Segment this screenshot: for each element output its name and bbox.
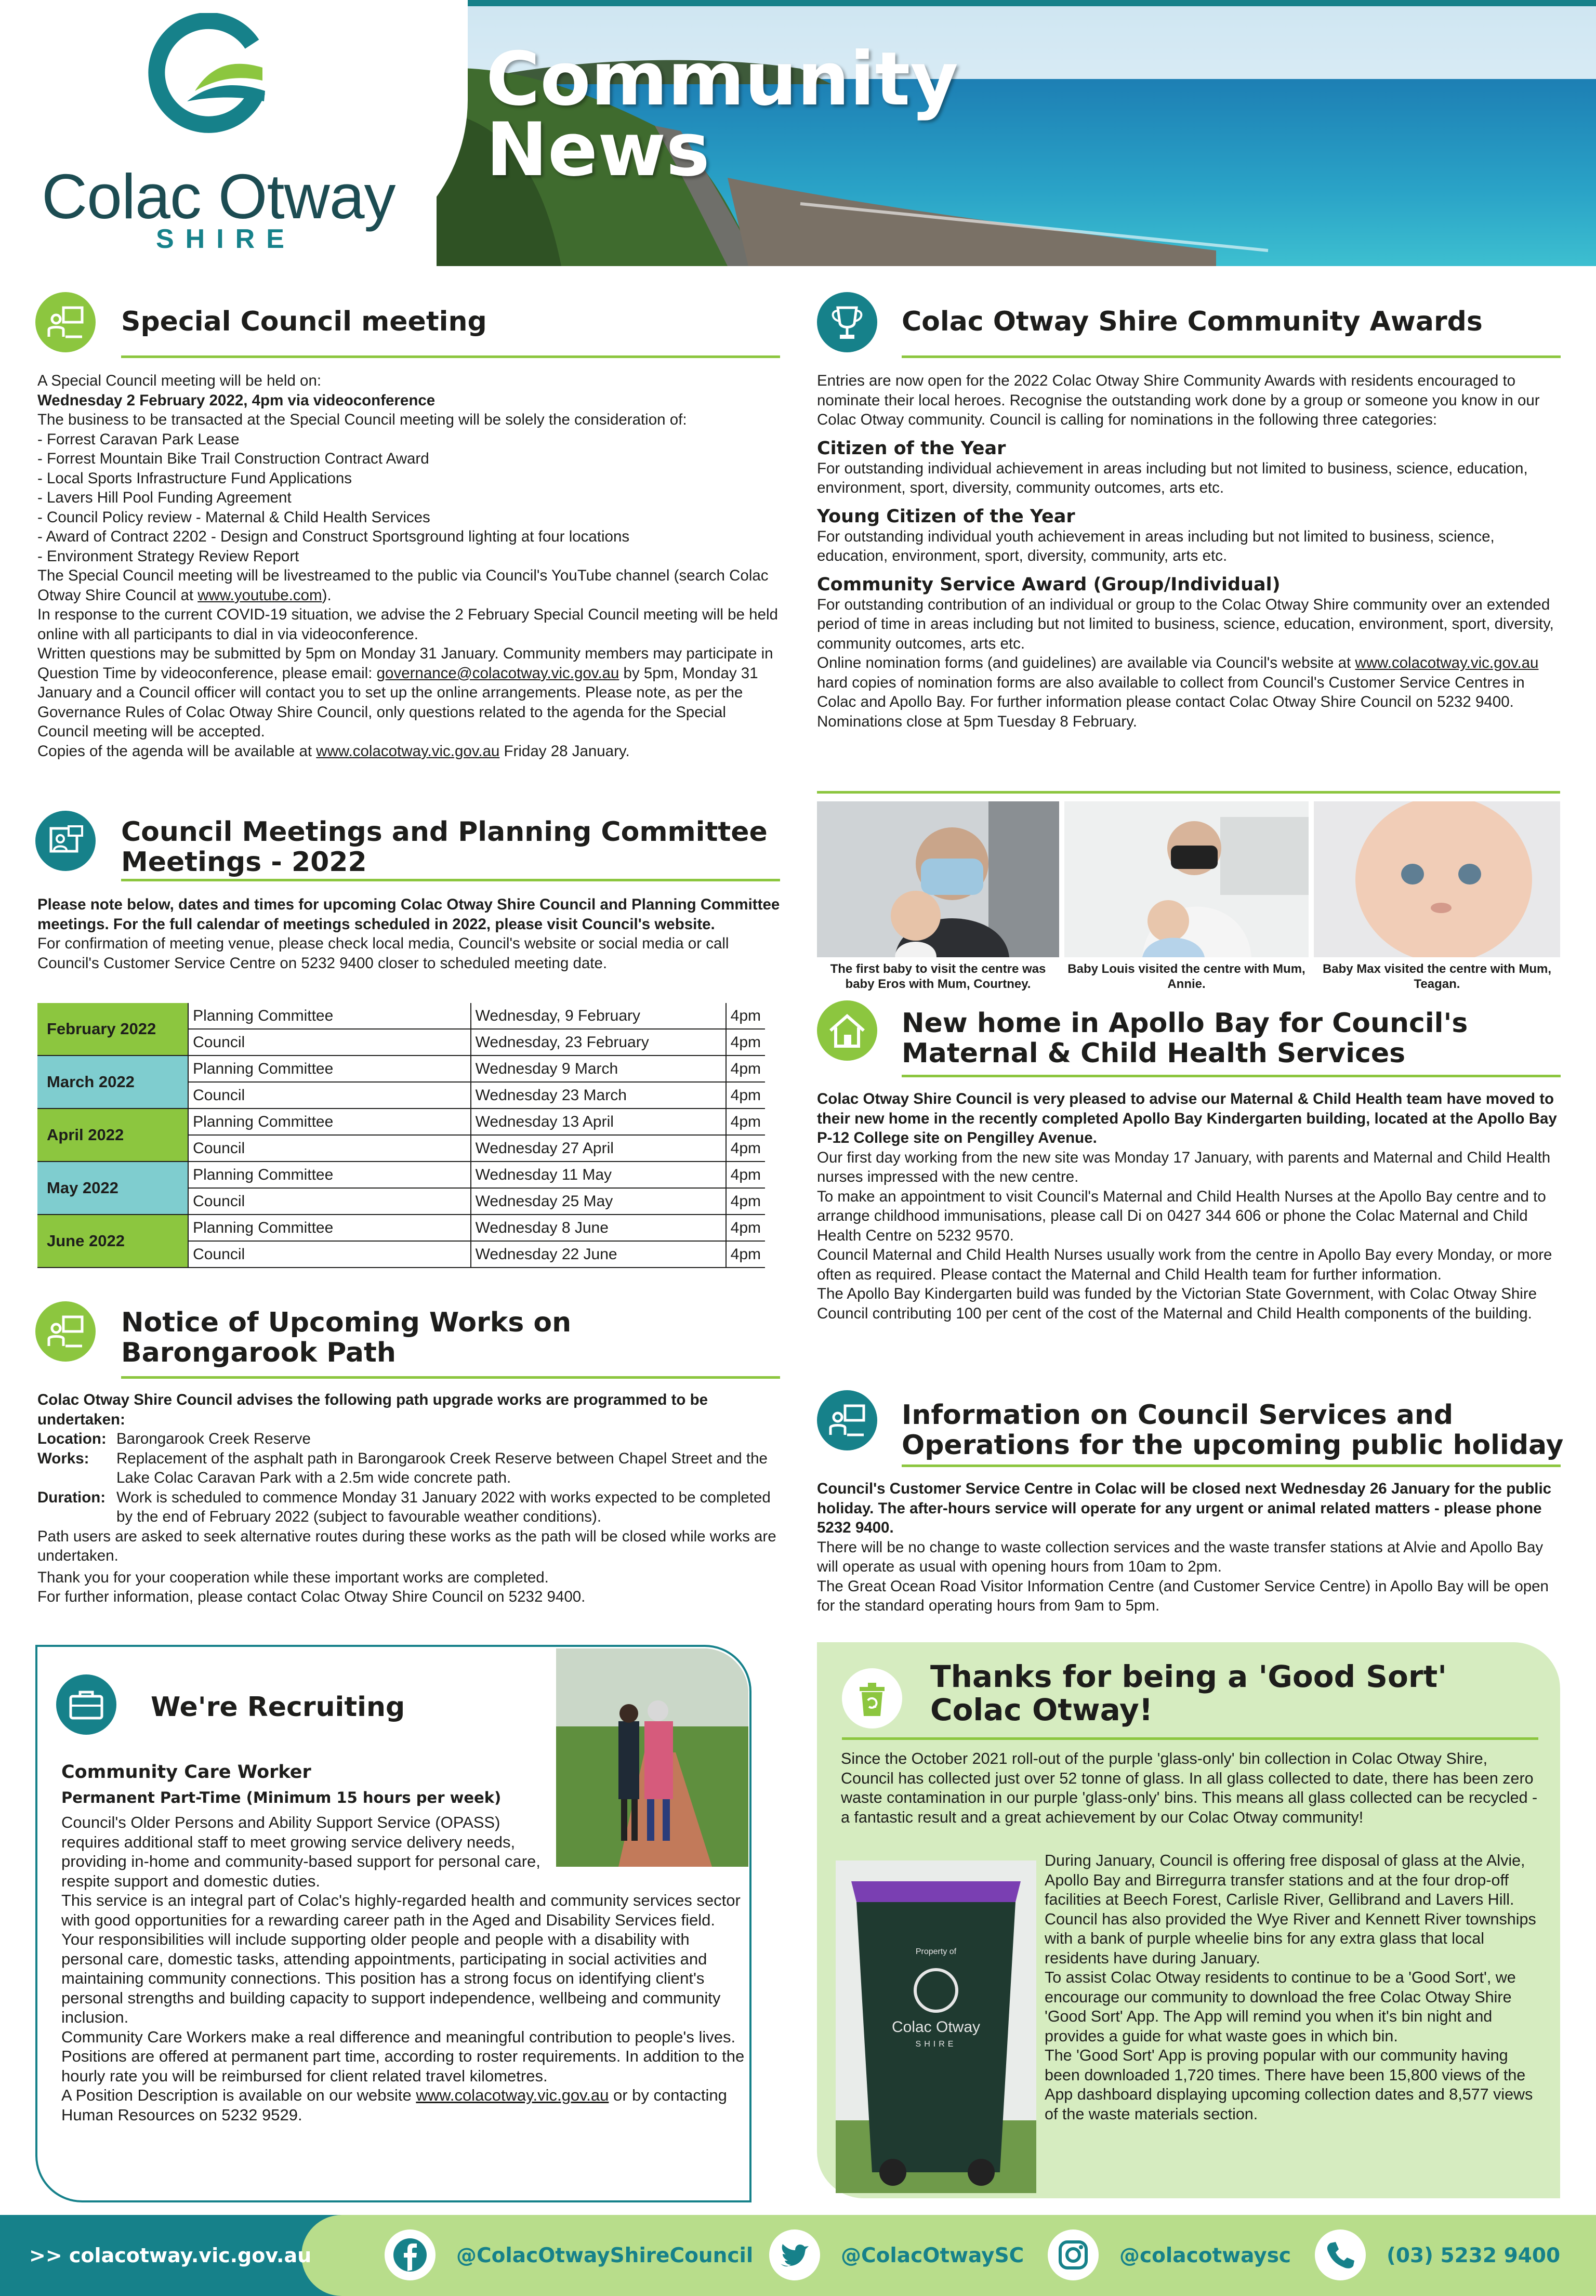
apollo-title-line1: New home in Apollo Bay for Council's [902, 1008, 1468, 1039]
job-type: Permanent Part-Time (Minimum 15 hours per week) [61, 1789, 502, 1806]
masthead-line2: News [486, 107, 710, 193]
covid-paragraph: In response to the current COVID-19 situation, we advise the 2 February Special Council meeting will be held online with all participants to dial in via videoconference. [37, 606, 778, 643]
job-title: Community Care Worker [61, 1762, 311, 1783]
agenda-item: - Environment Strategy Review Report [37, 547, 299, 565]
presentation-icon [35, 811, 96, 871]
meeting-date: Wednesday, 9 February [471, 1003, 726, 1029]
good-sort-body: During January, Council is offering free disposal of glass at the Alvie, Apollo Bay and Birregurra transfer stations and at the four drop-off facilities at Beech Forest, Carlisle River, Gellibrand and Lavers Hill. Council has also provided the Wye River and Kennett River townships with a bank of purple wheelie bins for any extra glass that local residents have during January. To assist Colac Otway residents to continue to be a 'Good Sort', we encourage our community to download the free Colac Otway Shire 'Good Sort' App. The App will remind you when it's bin night and provides a guide for what waste goes in which bin. The 'Good Sort' App is proving popular with our community having been downloaded 1,720 times. There have been 15,800 views of the App dashboard displaying upcoming collection dates and 8,577 views of the waste materials section. [1045, 1852, 1536, 2123]
recruiting-body: This service is an integral part of Colac's highly-regarded health and community services sector with good opportunities for a rewarding career path in the Aged and Disability Services field. Your responsibilities will include supporting older people and people with a disability with personal care, domestic tasks, attending appointments, participating in social activities and maintaining community connections. This position has a strong focus on identifying client's personal strengths and building capacity to support independence, wellbeing and community inclusion. Community Care Workers make a real difference and meaningful contribution to people's lives. Positions are offered at permanent part time, according to roster requirements. In addition to the hourly rate you will be reimbursed for client related travel kilometres. A Position Description is available on our website www.colacotway.vic.gov.au or by contacting Human Resources on 5232 9529. [61, 1891, 745, 2124]
award-category-title: Community Service Award (Group/Individual) [817, 574, 1281, 595]
bin-label-name: Colac Otway [891, 2018, 981, 2036]
bin-photo [836, 1860, 1036, 2193]
home-icon [817, 1000, 877, 1061]
meeting-time: 4pm [726, 1188, 765, 1215]
photo-caption: Baby Louis visited the centre with Mum, Annie. [1067, 962, 1305, 991]
meetings-table [37, 1003, 765, 1268]
meeting-type: Planning Committee [188, 1003, 471, 1029]
agenda-item: - Forrest Mountain Bike Trail Construction Contract Award [37, 450, 429, 467]
bin-label-small: Property of [915, 1947, 957, 1956]
baby-photo-louis [1064, 801, 1309, 957]
baby-photo-max [1314, 801, 1560, 957]
logo-shire: SHIRE [156, 224, 296, 254]
footer-twitter-handle[interactable]: @ColacOtwaySC [841, 2244, 1024, 2267]
special-meeting-date: Wednesday 2 February 2022, 4pm via videoconference [37, 391, 436, 409]
works-duration-row: Duration: Work is scheduled to commence Monday 31 January 2022 with works expected to be completed by the end of February 2022 (subject to favourable weather conditions). [37, 1488, 771, 1525]
award-category-title: Young Citizen of the Year [817, 506, 1075, 527]
month-cell: June 2022 [37, 1215, 188, 1268]
footer-instagram-handle[interactable]: @colacotwaysc [1119, 2244, 1291, 2267]
meeting-icon [817, 1390, 877, 1450]
footer-phone[interactable]: (03) 5232 9400 [1387, 2244, 1561, 2267]
recycle-bin-icon [842, 1668, 902, 1728]
twitter-icon[interactable] [769, 2229, 820, 2280]
agenda-item: - Council Policy review - Maternal & Child Health Services [37, 508, 430, 526]
meeting-type: Council [188, 1241, 471, 1268]
meeting-date: Wednesday 27 April [471, 1135, 726, 1162]
nomination-website-link[interactable]: www.colacotway.vic.gov.au [1355, 654, 1539, 671]
meeting-date: Wednesday 8 June [471, 1215, 726, 1241]
meeting-date: Wednesday 22 June [471, 1241, 726, 1268]
youtube-link[interactable]: www.youtube.com [197, 586, 322, 604]
recruiting-title: We're Recruiting [151, 1692, 405, 1723]
footer-website-link[interactable]: >> colacotway.vic.gov.au [29, 2244, 312, 2267]
special-meeting-business: The business to be transacted at the Special Council meeting will be solely the consideration of: [37, 411, 687, 428]
good-sort-rule [842, 1737, 1538, 1740]
table-row [37, 1109, 765, 1135]
meeting-time: 4pm [726, 1003, 765, 1029]
table-row [37, 1215, 765, 1241]
holiday-title-line2: Operations for the upcoming public holiday [902, 1430, 1564, 1461]
meetings-intro: Please note below, dates and times for upcoming Colac Otway Shire Council and Planning Committee meetings. For the full calendar of meetings scheduled in 2022, please visit Council's website. For confirmation of meeting venue, please check local media, Council's website or social media or call Council's Customer Service Centre on 5232 9400 closer to scheduled meeting date. [37, 896, 780, 972]
meeting-date: Wednesday 13 April [471, 1109, 726, 1135]
logo-name: Colac Otway [42, 161, 395, 232]
meeting-time: 4pm [726, 1082, 765, 1109]
trophy-icon [817, 292, 877, 352]
livestream-paragraph: The Special Council meeting will be livestreamed to the public via Council's YouTube channel (search Colac Otway Shire Council at www.youtube.com). [37, 567, 769, 604]
agenda-website-link[interactable]: www.colacotway.vic.gov.au [316, 742, 500, 760]
special-meeting-intro: A Special Council meeting will be held on: [37, 372, 322, 389]
governance-email-link[interactable]: governance@colacotway.vic.gov.au [376, 664, 619, 682]
agenda-paragraph: Copies of the agenda will be available at www.colacotway.vic.gov.au Friday 28 January. [37, 742, 630, 760]
awards-bottom-rule [817, 791, 1560, 794]
table-row [37, 1162, 765, 1188]
position-description-link[interactable]: www.colacotway.vic.gov.au [416, 2086, 609, 2104]
meetings-rule [121, 879, 780, 881]
meeting-icon [35, 292, 96, 352]
month-cell: February 2022 [37, 1003, 188, 1055]
meeting-type: Council [188, 1082, 471, 1109]
masthead-line1: Community [486, 36, 958, 122]
photo-caption: Baby Max visited the centre with Mum, Teagan. [1322, 962, 1552, 991]
meeting-type: Planning Committee [188, 1215, 471, 1241]
bin-label-shire: SHIRE [915, 2040, 957, 2049]
footer-facebook-handle[interactable]: @ColacOtwayShireCouncil [456, 2244, 754, 2267]
award-category-title: Citizen of the Year [817, 438, 1006, 459]
month-cell: April 2022 [37, 1109, 188, 1162]
meeting-date: Wednesday 25 May [471, 1188, 726, 1215]
meeting-time: 4pm [726, 1109, 765, 1135]
meeting-date: Wednesday, 23 February [471, 1029, 726, 1055]
meetings-title-line1: Council Meetings and Planning Committee [121, 816, 768, 848]
apollo-title-line2: Maternal & Child Health Services [902, 1038, 1406, 1069]
instagram-icon[interactable] [1048, 2229, 1099, 2280]
meeting-date: Wednesday 11 May [471, 1162, 726, 1188]
meeting-time: 4pm [726, 1029, 765, 1055]
works-title-line2: Barongarook Path [121, 1337, 396, 1368]
meeting-time: 4pm [726, 1135, 765, 1162]
holiday-body: Council's Customer Service Centre in Colac will be closed next Wednesday 26 January for the public holiday. The after-hours service will operate for any urgent or animal related matters - please phone 5232 9400. There will be no change to waste collection services and the waste transfer stations at Alvie and Apollo Bay will operate as usual with opening hours from 10am to 2pm. The Great Ocean Road Visitor Information Centre (and Customer Service Centre) in Apollo Bay will be open for the standard operating hours from 9am to 5pm. [817, 1480, 1552, 1614]
shire-logo-mark [146, 13, 270, 138]
meeting-type: Council [188, 1188, 471, 1215]
meeting-type: Council [188, 1029, 471, 1055]
works-location-row: Location: Barongarook Creek Reserve [37, 1430, 311, 1447]
agenda-item: - Local Sports Infrastructure Fund Applications [37, 469, 352, 487]
meeting-time: 4pm [726, 1055, 765, 1082]
meeting-type: Planning Committee [188, 1162, 471, 1188]
briefcase-icon [56, 1674, 116, 1735]
good-sort-p1: Since the October 2021 roll-out of the purple 'glass-only' bin collection in Colac Otway Shire, Council has collected just over 52 tonne of glass. In all glass collected to date, there has been zero waste contamination in our purple 'glass-only' bins. This means all glass collected can be recycled - a fantastic result and a great achievement by our Colac Otway community! [841, 1750, 1538, 1826]
works-body: Colac Otway Shire Council advises the following path upgrade works are programmed to be undertaken: Location: Barongarook Creek Reserve Works: Replacement of the asphalt path in Barongarook Creek Reserve between Chapel Street and the Lake Colac Caravan Park with a 2.5m wide concrete path. Duration: Work is scheduled to commence Monday 31 January 2022 with works expected to be completed by the end of February 2022 (subject to favourable weather conditions). Path users are asked to seek alternative routes during these works as the path will be closed while works are undertaken. Thank you for your cooperation while these important works are completed. For further information, please contact Colac Otway Shire Council on 5232 9400. [37, 1390, 781, 1607]
meeting-date: Wednesday 23 March [471, 1082, 726, 1109]
meeting-time: 4pm [726, 1241, 765, 1268]
phone-icon[interactable] [1315, 2229, 1366, 2280]
meeting-date: Wednesday 9 March [471, 1055, 726, 1082]
table-row [37, 1003, 765, 1029]
agenda-item: - Award of Contract 2202 - Design and Construct Sportsground lighting at four locations [37, 528, 630, 545]
awards-body: Entries are now open for the 2022 Colac Otway Shire Community Awards with residents encouraged to nominate their local heroes. Recognise the outstanding work done by a group or someone you know in our Colac Otway community. Council is calling for nominations in the following three categories: Citizen of the Year For outstanding individual achievement in areas including but not limited to business, science, education, environment, sport, diversity, community outcomes, arts etc. Young Citizen of the Year For outstanding individual youth achievement in areas including but not limited to business, science, education, environment, sport, diversity, community, arts etc. Community Service Award (Group/Individual) For outstanding contribution of an individual or group to the Colac Otway Shire community over an extended period of time in areas including but not limited to business, science, education, environment, sport, diversity, community outcomes, arts etc. Online nomination forms (and guidelines) are available via Council's website at www.colacotway.vic.gov.au hard copies of nomination forms are also available to collect from Council's Customer Service Centres in Colac and Apollo Bay. For further information please contact Colac Otway Shire Council on 5232 9400. Nominations close at 5pm Tuesday 8 February. [817, 371, 1560, 731]
apollo-rule [902, 1075, 1561, 1077]
table-row [37, 1055, 765, 1082]
baby-photo-eros [817, 801, 1059, 957]
meeting-time: 4pm [726, 1215, 765, 1241]
works-rule [121, 1376, 780, 1379]
holiday-title-line1: Information on Council Services and [902, 1400, 1454, 1431]
works-title-line1: Notice of Upcoming Works on [121, 1307, 572, 1338]
meeting-time: 4pm [726, 1162, 765, 1188]
awards-rule [902, 355, 1561, 358]
meeting-type: Planning Committee [188, 1055, 471, 1082]
month-cell: March 2022 [37, 1055, 188, 1109]
special-meeting-body [37, 371, 781, 761]
works-works-row: Works: Replacement of the asphalt path in Barongarook Creek Reserve between Chapel Street and the Lake Colac Caravan Park with a 2.5m wide concrete path. [37, 1449, 768, 1486]
good-sort-title-line2: Colac Otway! [930, 1692, 1153, 1727]
meeting-type: Planning Committee [188, 1109, 471, 1135]
holiday-rule [902, 1464, 1561, 1467]
questions-paragraph: Written questions may be submitted by 5pm on Monday 31 January. Community members may participate in Question Time by videoconference, please email: governance@colacotway.vic.gov.au by 5pm, Monday 31 January and a Council officer will contact you to set up the online arrangements. Please note, as per the Governance Rules of Colac Otway Shire Council, only questions related to the agenda for the Special Council meeting will be accepted. [37, 645, 773, 740]
recruiting-photo [556, 1648, 748, 1867]
month-cell: May 2022 [37, 1162, 188, 1215]
agenda-item: - Lavers Hill Pool Funding Agreement [37, 489, 292, 506]
apollo-body: Colac Otway Shire Council is very pleased to advise our Maternal & Child Health team have moved to their new home in the recently completed Apollo Bay Kindergarten building, located at the Apollo Bay P-12 College site on Pengilley Avenue. Our first day working from the new site was Monday 17 January, with parents and Maternal and Child Health nurses impressed with the new centre. To make an appointment to visit Council's Maternal and Child Health Nurses at the Apollo Bay centre and to arrange childhood immunisations, please call Di on 0427 344 606 or phone the Colac Maternal and Child Health Centre on 5232 9570. Council Maternal and Child Health Nurses usually work from the centre in Apollo Bay every Monday, or more often as required. Please contact the Maternal and Child Health team for further information. The Apollo Bay Kindergarten build was funded by the Victorian State Government, with Colac Otway Shire Council contributing 100 per cent of the cost of the Maternal and Child Health components of the building. [817, 1090, 1557, 1322]
facebook-icon[interactable] [385, 2229, 436, 2280]
agenda-item: - Forrest Caravan Park Lease [37, 430, 240, 448]
meeting-icon [35, 1301, 96, 1362]
meetings-title-line2: Meetings - 2022 [121, 847, 367, 878]
awards-title: Colac Otway Shire Community Awards [902, 306, 1483, 337]
good-sort-title-line1: Thanks for being a 'Good Sort' [930, 1659, 1447, 1694]
photo-caption: The first baby to visit the centre was baby Eros with Mum, Courtney. [830, 962, 1046, 991]
recruiting-p1: Council's Older Persons and Ability Support Service (OPASS) requires additional staff to meet growing service delivery needs, providing in-home and community-based support for personal care, respite support and domestic duties. [61, 1813, 540, 1890]
special-meeting-rule [121, 355, 780, 358]
meeting-type: Council [188, 1135, 471, 1162]
special-meeting-title: Special Council meeting [121, 306, 487, 337]
